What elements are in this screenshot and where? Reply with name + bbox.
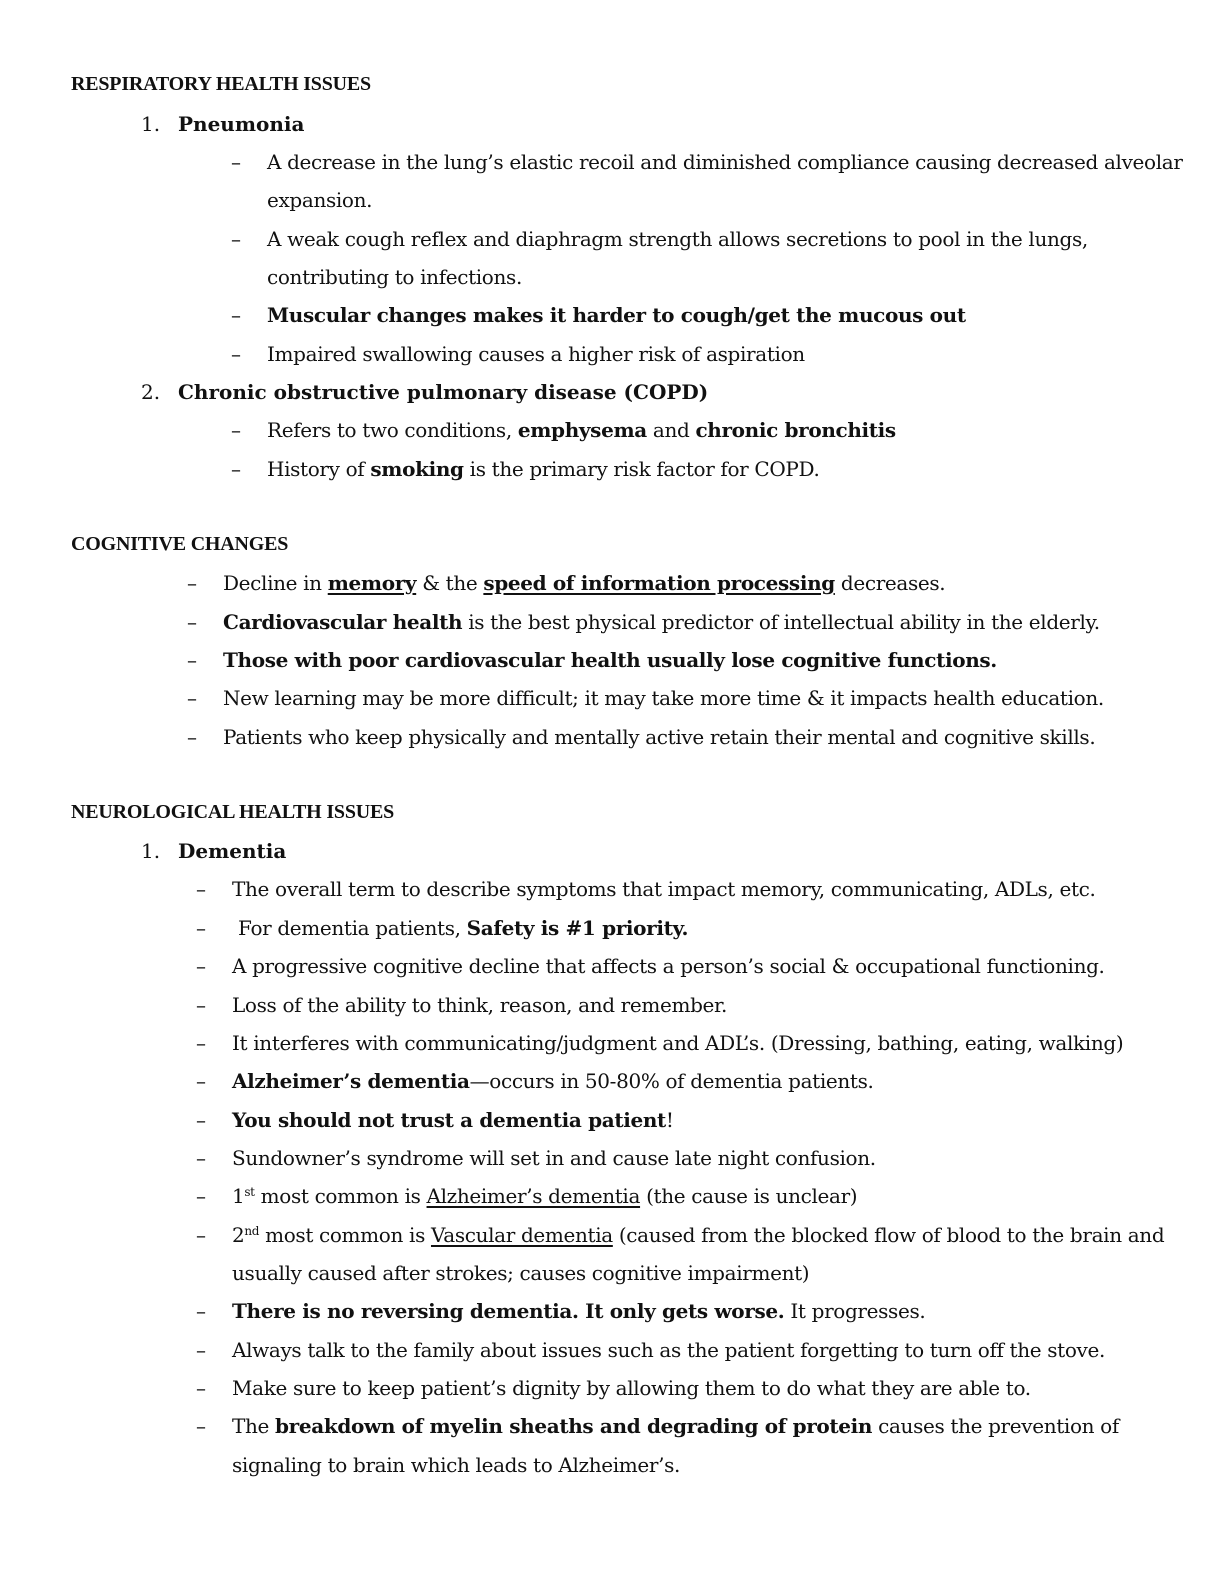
bullet-text: Patients who keep physically and mentally active retain their mental and cognitive skills.	[223, 725, 1096, 749]
bullet-text: 2nd most common is Vascular dementia (caused from the blocked flow of blood to the brain and	[232, 1223, 1165, 1247]
list-number: 2.	[141, 380, 161, 404]
bullet-text: Muscular changes makes it harder to cough/get the mucous out	[267, 303, 966, 327]
bullet-text-cont: contributing to infections.	[267, 265, 522, 289]
bullet-dash: –	[196, 1146, 206, 1170]
bullet-dash: –	[196, 1069, 206, 1093]
bullet-dash: –	[196, 916, 206, 940]
bullet-dash: –	[187, 571, 197, 595]
item-title: Dementia	[178, 839, 287, 863]
bullet-text: Impaired swallowing causes a higher risk of aspiration	[267, 342, 805, 366]
bullet-dash: –	[196, 1299, 206, 1323]
bullet-text: Loss of the ability to think, reason, and remember.	[232, 993, 728, 1017]
bullet-text: The overall term to describe symptoms that impact memory, communicating, ADLs, etc.	[232, 877, 1096, 901]
bullet-dash: –	[196, 993, 206, 1017]
bullet-dash: –	[196, 1414, 206, 1438]
bullet-dash: –	[196, 877, 206, 901]
bullet-text-cont: usually caused after strokes; causes cognitive impairment)	[232, 1261, 810, 1285]
bullet-dash: –	[187, 686, 197, 710]
bullet-dash: –	[231, 303, 241, 327]
section-heading-neurological: NEUROLOGICAL HEALTH ISSUES	[71, 801, 395, 823]
bullet-dash: –	[231, 418, 241, 442]
bullet-text: You should not trust a dementia patient!	[232, 1108, 674, 1132]
bullet-text: A progressive cognitive decline that affects a person’s social & occupational functioning.	[232, 954, 1105, 978]
bullet-text: Alzheimer’s dementia—occurs in 50-80% of dementia patients.	[232, 1069, 874, 1093]
bullet-dash: –	[187, 648, 197, 672]
list-number: 1.	[141, 839, 161, 863]
bullet-text: History of smoking is the primary risk factor for COPD.	[267, 457, 820, 481]
bullet-dash: –	[187, 610, 197, 634]
bullet-dash: –	[231, 457, 241, 481]
section-heading-respiratory: RESPIRATORY HEALTH ISSUES	[71, 73, 371, 95]
bullet-text: It interferes with communicating/judgment and ADL’s. (Dressing, bathing, eating, walking)	[232, 1031, 1124, 1055]
bullet-text: Cardiovascular health is the best physical predictor of intellectual ability in the elderly.	[223, 610, 1100, 634]
bullet-text: Those with poor cardiovascular health usually lose cognitive functions.	[223, 648, 997, 672]
bullet-dash: –	[196, 1184, 206, 1208]
item-title: Chronic obstructive pulmonary disease (COPD)	[178, 380, 709, 404]
bullet-text: New learning may be more difficult; it may take more time & it impacts health education.	[223, 686, 1104, 710]
bullet-dash: –	[196, 1376, 206, 1400]
list-item-copd	[141, 380, 708, 404]
bullet-text: For dementia patients, Safety is #1 priority.	[232, 916, 689, 940]
bullet-text: The breakdown of myelin sheaths and degrading of protein causes the prevention of	[232, 1414, 1119, 1438]
bullet-text: Refers to two conditions, emphysema and chronic bronchitis	[267, 418, 896, 442]
section-heading-cognitive: COGNITIVE CHANGES	[71, 533, 289, 555]
bullet-dash: –	[196, 954, 206, 978]
bullet-text: There is no reversing dementia. It only gets worse. It progresses.	[232, 1299, 926, 1323]
bullet-dash: –	[196, 1108, 206, 1132]
bullet-dash: –	[196, 1031, 206, 1055]
bullet-text: Decline in memory & the speed of information processing decreases.	[223, 571, 946, 595]
bullet-text: 1st most common is Alzheimer’s dementia (the cause is unclear)	[232, 1184, 858, 1208]
list-number: 1.	[141, 112, 161, 136]
bullet-text-cont: expansion.	[267, 188, 373, 212]
bullet-dash: –	[196, 1338, 206, 1362]
bullet-text: A decrease in the lung’s elastic recoil and diminished compliance causing decreased alveolar	[267, 150, 1183, 174]
item-title: Pneumonia	[178, 112, 305, 136]
list-item-pneumonia	[141, 112, 304, 136]
bullet-dash: –	[231, 342, 241, 366]
bullet-dash: –	[231, 227, 241, 251]
bullet-text: A weak cough reflex and diaphragm strength allows secretions to pool in the lungs,	[267, 227, 1088, 251]
bullet-text: Sundowner’s syndrome will set in and cause late night confusion.	[232, 1146, 876, 1170]
bullet-text: Always talk to the family about issues such as the patient forgetting to turn off the stove.	[232, 1338, 1105, 1362]
list-item-dementia	[141, 839, 286, 863]
bullet-dash: –	[231, 150, 241, 174]
bullet-text: Make sure to keep patient’s dignity by allowing them to do what they are able to.	[232, 1376, 1031, 1400]
bullet-text-cont: signaling to brain which leads to Alzheimer’s.	[232, 1453, 681, 1477]
bullet-dash: –	[187, 725, 197, 749]
bullet-dash: –	[196, 1223, 206, 1247]
